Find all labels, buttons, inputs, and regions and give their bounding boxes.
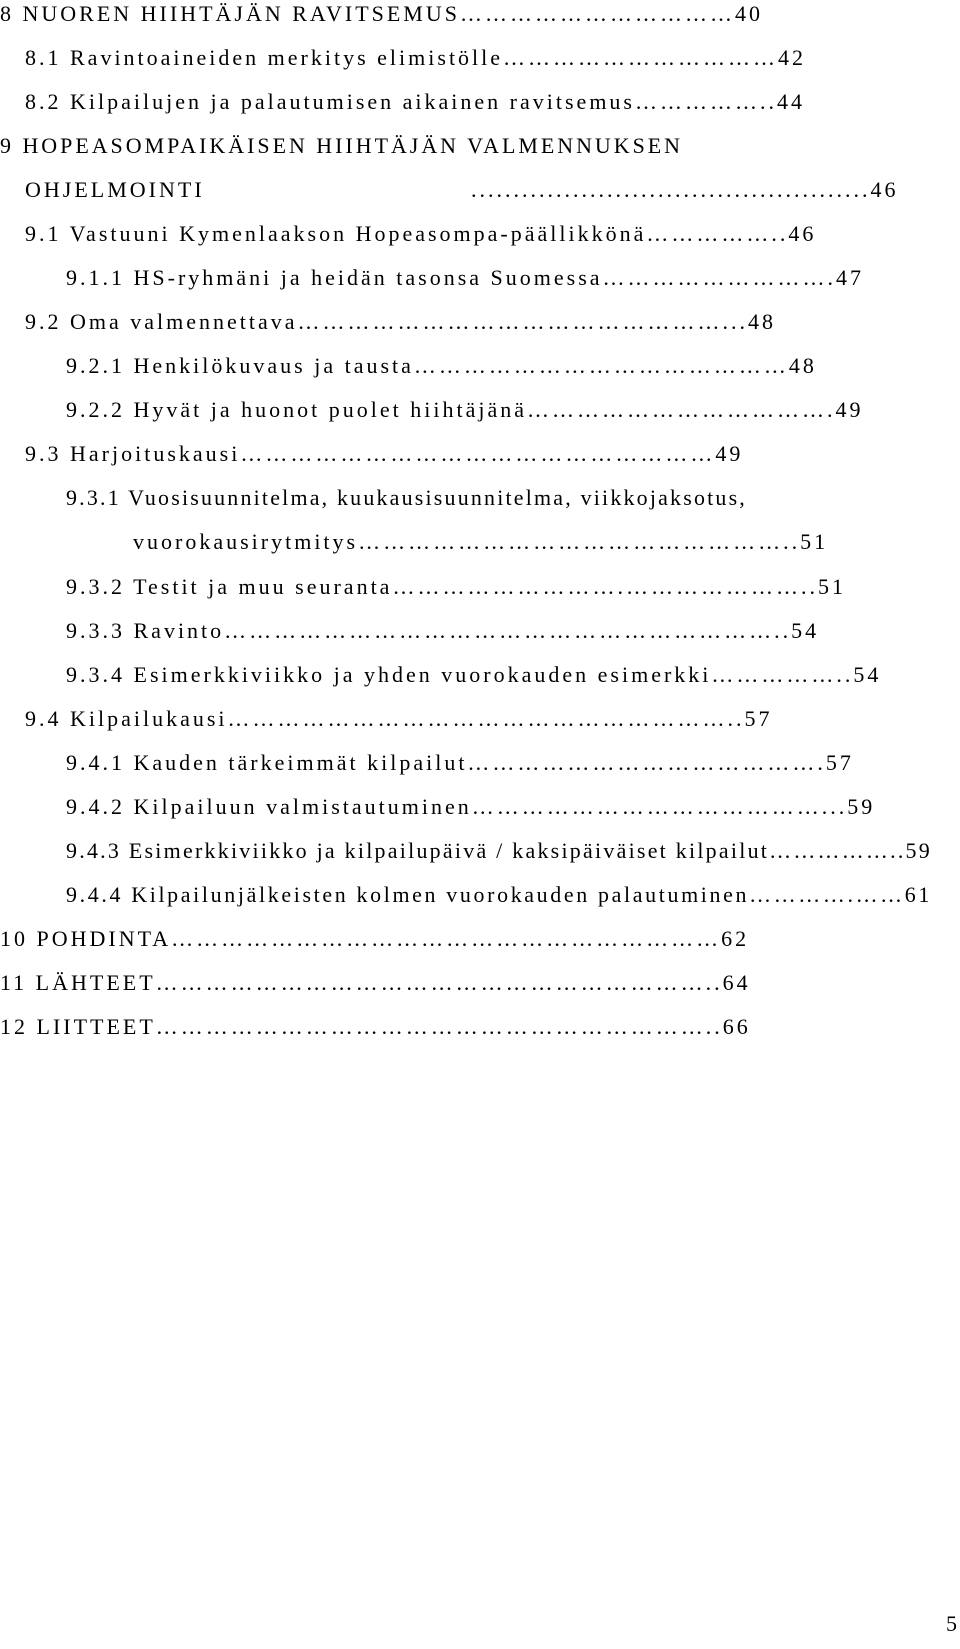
toc-entry-9: 9 HOPEASOMPAIKÄISEN HIIHTÄJÄN VALMENNUKSEN (0, 133, 684, 158)
toc-entry-8-2: 8.2 Kilpailujen ja palautumisen aikainen ravitsemus……………..44 (25, 89, 805, 114)
toc-entry-9-1: 9.1 Vastuuni Kymenlaakson Hopeasompa-päällikkönä……………..46 (25, 221, 817, 246)
toc-entry-9-4-3: 9.4.3 Esimerkkiviikko ja kilpailupäivä / kaksipäiväiset kilpailut……………..59 (66, 838, 932, 863)
toc-entry-9-1-1: 9.1.1 HS-ryhmäni ja heidän tasonsa Suomessa……………………….47 (66, 265, 865, 290)
toc-entry-9-page: ...............................................46 (471, 177, 899, 202)
toc-entry-9-3-1: 9.3.1 Vuosisuunnitelma, kuukausisuunnitelma, viikkojaksotus, (66, 485, 748, 510)
toc-entry-9-3-3: 9.3.3 Ravinto…………………………………………………………..54 (66, 618, 820, 643)
toc-entry-9-4-1: 9.4.1 Kauden tärkeimmät kilpailut…………………………………….57 (66, 750, 854, 775)
toc-entry-9-4-4: 9.4.4 Kilpailunjälkeisten kolmen vuorokauden palautuminen………….……61 (66, 882, 932, 907)
toc-entry-9-continued: OHJELMOINTI (25, 177, 205, 202)
toc-entry-9-2-1: 9.2.1 Henkilökuvaus ja tausta………………………………………48 (66, 353, 817, 378)
toc-entry-9-2: 9.2 Oma valmennettava……………………………………………...48 (25, 309, 777, 334)
toc-entry-9-3-1-continued: vuorokausirytmitys……………………………………………..51 (133, 529, 829, 554)
toc-entry-11: 11 LÄHTEET…………………………………………………………..64 (0, 970, 751, 995)
toc-entry-9-4-2: 9.4.2 Kilpailuun valmistautuminen……………………………………...59 (66, 794, 876, 819)
toc-entry-8: 8 NUOREN HIIHTÄJÄN RAVITSEMUS……………………………40 (0, 1, 763, 26)
toc-entry-9-3-4: 9.3.4 Esimerkkiviikko ja yhden vuorokauden esimerkki……………..54 (66, 662, 882, 687)
toc-entry-9-3: 9.3 Harjoituskausi…………………………………………………49 (25, 441, 744, 466)
toc-entry-10: 10 POHDINTA…………………………………………………………62 (0, 926, 750, 951)
page-number: 5 (946, 1611, 957, 1636)
toc-entry-9-3-2: 9.3.2 Testit ja muu seuranta……………………….…………………..51 (66, 574, 846, 599)
toc-entry-8-1: 8.1 Ravintoaineiden merkitys elimistölle……………………………42 (25, 45, 807, 70)
toc-entry-9-4: 9.4 Kilpailukausi……………………………………………………..57 (25, 706, 773, 731)
toc-entry-9-2-2: 9.2.2 Hyvät ja huonot puolet hiihtäjänä……………………………….49 (66, 397, 864, 422)
toc-entry-12: 12 LIITTEET…………………………………………………………..66 (0, 1014, 751, 1039)
